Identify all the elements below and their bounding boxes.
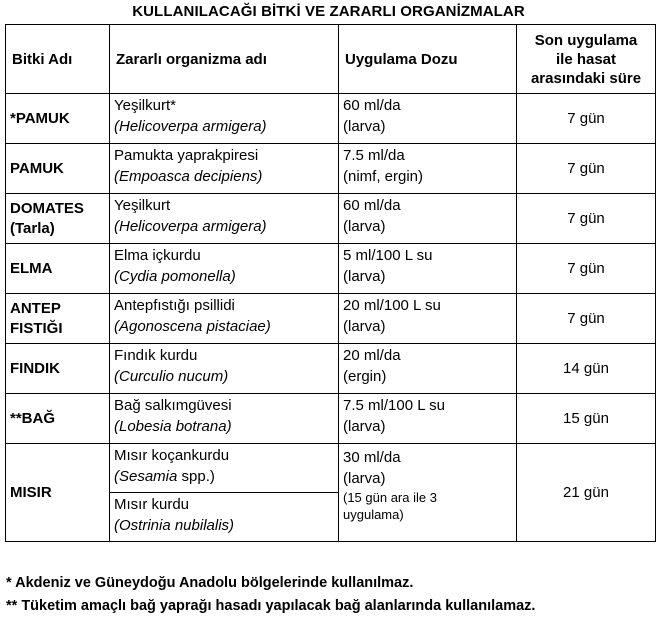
footnote-1: * Akdeniz ve Güneydoğu Anadolu bölgelerinde kullanılmaz. (6, 575, 414, 591)
dose-cell: 60 ml/da (larva) (339, 94, 517, 144)
header-organism: Zararlı organizma adı (110, 25, 339, 94)
plant-name: *PAMUK (6, 94, 110, 144)
plant-name: ANTEP FISTIĞI (6, 294, 110, 344)
header-dose: Uygulama Dozu (339, 25, 517, 94)
dose-cell: 7.5 ml/100 L su (larva) (339, 394, 517, 444)
table-row (6, 244, 656, 294)
interval-cell: 7 gün (517, 194, 656, 244)
table-title: KULLANILACAĞI BİTKİ VE ZARARLI ORGANİZMALAR (132, 3, 525, 20)
dose-cell: 60 ml/da (larva) (339, 194, 517, 244)
dose-cell: 30 ml/da (larva) (15 gün ara ile 3 uygulama) (339, 444, 517, 542)
table-row (6, 344, 656, 394)
table-row (6, 94, 656, 144)
header-plant: Bitki Adı (6, 25, 110, 94)
table-row (6, 294, 656, 344)
organism-cell: Mısır kurdu (Ostrinia nubilalis) (110, 493, 339, 542)
organism-cell: Yeşilkurt* (Helicoverpa armigera) (110, 94, 339, 144)
plant-name: ELMA (6, 244, 110, 294)
footnote-2: ** Tüketim amaçlı bağ yaprağı hasadı yapılacak bağ alanlarında kullanılamaz. (6, 598, 536, 614)
organism-cell: Bağ salkımgüvesi (Lobesia botrana) (110, 394, 339, 444)
interval-cell: 7 gün (517, 294, 656, 344)
organism-cell: Elma içkurdu (Cydia pomonella) (110, 244, 339, 294)
table-row (6, 194, 656, 244)
plant-name: PAMUK (6, 144, 110, 194)
interval-cell: 21 gün (517, 444, 656, 542)
dose-cell: 20 ml/100 L su (larva) (339, 294, 517, 344)
plant-name: MISIR (6, 444, 110, 542)
usage-table (5, 24, 656, 542)
header-interval: Son uygulama ile hasat arasındaki süre (517, 25, 656, 94)
plant-name: DOMATES (Tarla) (6, 194, 110, 244)
dose-cell: 7.5 ml/da (nimf, ergin) (339, 144, 517, 194)
interval-cell: 7 gün (517, 144, 656, 194)
table-row (6, 144, 656, 194)
interval-cell: 7 gün (517, 244, 656, 294)
plant-name: **BAĞ (6, 394, 110, 444)
organism-cell: Mısır koçankurdu (Sesamia spp.) (110, 444, 339, 493)
dose-cell: 5 ml/100 L su (larva) (339, 244, 517, 294)
interval-cell: 7 gün (517, 94, 656, 144)
organism-cell: Fındık kurdu (Curculio nucum) (110, 344, 339, 394)
table-row (6, 394, 656, 444)
organism-cell: Yeşilkurt (Helicoverpa armigera) (110, 194, 339, 244)
interval-cell: 15 gün (517, 394, 656, 444)
header-row (6, 25, 656, 94)
organism-cell: Pamukta yaprakpiresi (Empoasca decipiens) (110, 144, 339, 194)
plant-name: FINDIK (6, 344, 110, 394)
interval-cell: 14 gün (517, 344, 656, 394)
table-row-misir (6, 444, 656, 493)
organism-cell: Antepfıstığı psillidi (Agonoscena pistaciae) (110, 294, 339, 344)
dose-cell: 20 ml/da (ergin) (339, 344, 517, 394)
